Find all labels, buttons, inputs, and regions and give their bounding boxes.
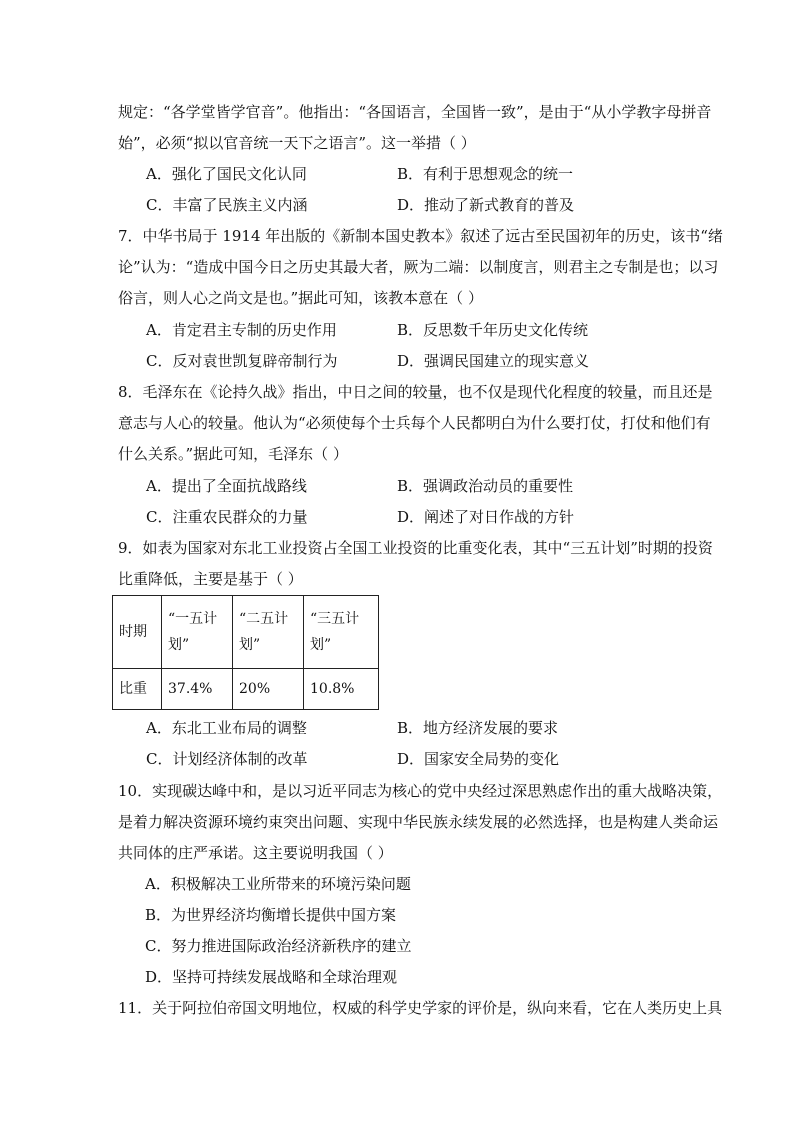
q10-stem-line-2: 是着力解决资源环境约束突出问题、实现中华民族永续发展的必然选择，也是构建人类命运 [118, 813, 719, 831]
table-header-period: 时期 [113, 596, 162, 669]
plan-3-line-2: 划” [310, 637, 332, 653]
q10-option-c: C．努力推进国际政治经济新秩序的建立 [145, 937, 412, 955]
q8-option-c: C．注重农民群众的力量 [146, 508, 308, 526]
table-cell-plan-3: 10.8% [304, 669, 379, 710]
q7-stem-line-3: 俗言，则人心之尚文是也。”据此可知，该教本意在（ ） [118, 289, 483, 307]
q7-option-b: B．反思数千年历史文化传统 [397, 321, 589, 339]
plan-1-line-2: 划” [168, 637, 190, 653]
plan-3-line-1: “三五计 [310, 611, 360, 627]
q6-option-c: C．丰富了民族主义内涵 [146, 196, 308, 214]
table-row [113, 669, 379, 710]
q7-option-c: C．反对袁世凯复辟帝制行为 [146, 352, 338, 370]
table-cell-plan-1: 37.4% [162, 669, 233, 710]
q7-stem-line-1: 7．中华书局于 1914 年出版的《新制本国史教本》叙述了远古至民国初年的历史，该书“绪 [118, 227, 723, 245]
plan-2-line-2: 划” [239, 637, 261, 653]
q6-option-d: D．推动了新式教育的普及 [397, 196, 575, 214]
q10-option-b: B．为世界经济均衡增长提供中国方案 [145, 906, 397, 924]
table-header-plan-3 [304, 596, 379, 669]
q9-data-table [112, 595, 379, 710]
q7-option-d: D．强调民国建立的现实意义 [397, 352, 590, 370]
q8-stem-line-3: 什么关系。”据此可知，毛泽东（ ） [118, 445, 348, 463]
q9-stem-line-1: 9．如表为国家对东北工业投资占全国工业投资的比重变化表，其中“三五计划”时期的投资 [118, 539, 713, 557]
q10-stem-line-3: 共同体的庄严承诺。这主要说明我国（ ） [118, 844, 393, 862]
q10-option-a: A．积极解决工业所带来的环境污染问题 [145, 875, 411, 893]
plan-1-line-1: “一五计 [168, 611, 218, 627]
q8-stem-line-1: 8．毛泽东在《论持久战》指出，中日之间的较量，也不仅是现代化程度的较量，而且还是 [118, 383, 713, 401]
q8-option-d: D．阐述了对日作战的方针 [397, 508, 575, 526]
q8-option-b: B．强调政治动员的重要性 [397, 477, 574, 495]
table-header-row [113, 596, 379, 669]
q6-stem-line-2: 始”，必须“拟以官音统一天下之语言”。这一举措（ ） [118, 134, 476, 152]
q6-option-a: A．强化了国民文化认同 [146, 165, 307, 183]
q6-stem-line-1: 规定：“各学堂皆学官音”。他指出：“各国语言，全国皆一致”，是由于“从小学教字母拼音 [118, 103, 712, 121]
q7-stem-line-2: 论”认为：“造成中国今日之历史其最大者，厥为二端：以制度言，则君主之专制是也；以习 [118, 258, 719, 276]
q10-stem-line-1: 10．实现碳达峰中和，是以习近平同志为核心的党中央经过深思熟虑作出的重大战略决策， [118, 782, 723, 800]
q9-option-b: B．地方经济发展的要求 [397, 719, 559, 737]
q8-option-a: A．提出了全面抗战路线 [146, 477, 307, 495]
q7-option-a: A．肯定君主专制的历史作用 [146, 321, 337, 339]
q11-stem-line-1: 11．关于阿拉伯帝国文明地位，权威的科学史学家的评价是，纵向来看，它在人类历史上具 [118, 999, 723, 1017]
table-cell-plan-2: 20% [233, 669, 304, 710]
q8-stem-line-2: 意志与人心的较量。他认为“必须使每个士兵每个人民都明白为什么要打仗，打仗和他们有 [118, 414, 711, 432]
q9-option-d: D．国家安全局势的变化 [397, 750, 560, 768]
q9-option-c: C．计划经济体制的改革 [146, 750, 308, 768]
table-cell-label: 比重 [113, 669, 162, 710]
table-header-plan-2 [233, 596, 304, 669]
q6-option-b: B．有利于思想观念的统一 [397, 165, 574, 183]
q10-option-d: D．坚持可持续发展战略和全球治理观 [145, 968, 398, 986]
plan-2-line-1: “二五计 [239, 611, 289, 627]
q9-stem-line-2: 比重降低，主要是基于（ ） [118, 570, 303, 588]
table-header-plan-1 [162, 596, 233, 669]
q9-option-a: A．东北工业布局的调整 [146, 719, 307, 737]
